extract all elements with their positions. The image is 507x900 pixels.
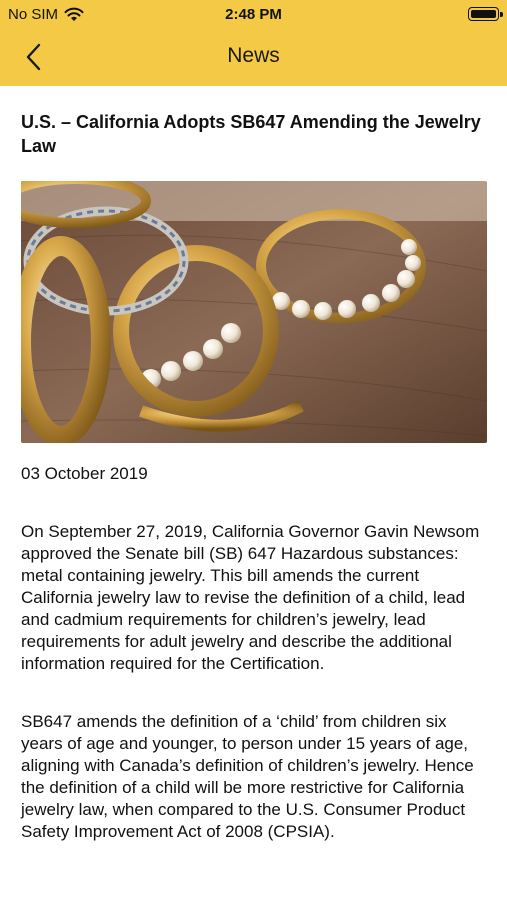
article-paragraph: On September 27, 2019, California Governor Gavin Newsom approved the Senate bill (SB) 647 Hazardous substances: metal containing jewelry. This bill amends the current California jewelry law to revise the definition of a child, lead and cadmium requirements for children’s jewelry, lead requirements for adult jewelry and describe the additional information required for the Certification. (21, 522, 480, 673)
carrier-label: No SIM (8, 6, 59, 23)
status-bar (0, 0, 507, 28)
article-date: 03 October 2019 (21, 464, 148, 483)
article-title: U.S. – California Adopts SB647 Amending the Jewelry Law (21, 112, 481, 156)
top-bar (0, 0, 507, 86)
article-paragraph: SB647 amends the definition of a ‘child’ from children six years of age and younger, to person under 15 years of age, aligning with Canada’s definition of children’s jewelry. Hence the definition of a child will be more restrictive for California jewelry law, when compared to the U.S. Consumer Product Safety Improvement Act of 2008 (CPSIA). (21, 712, 474, 841)
article-image (21, 181, 487, 443)
navigation-bar (0, 28, 507, 86)
article (21, 110, 487, 843)
status-time: 2:48 PM (225, 6, 282, 23)
nav-title: News (227, 44, 280, 67)
battery-icon (468, 7, 499, 21)
